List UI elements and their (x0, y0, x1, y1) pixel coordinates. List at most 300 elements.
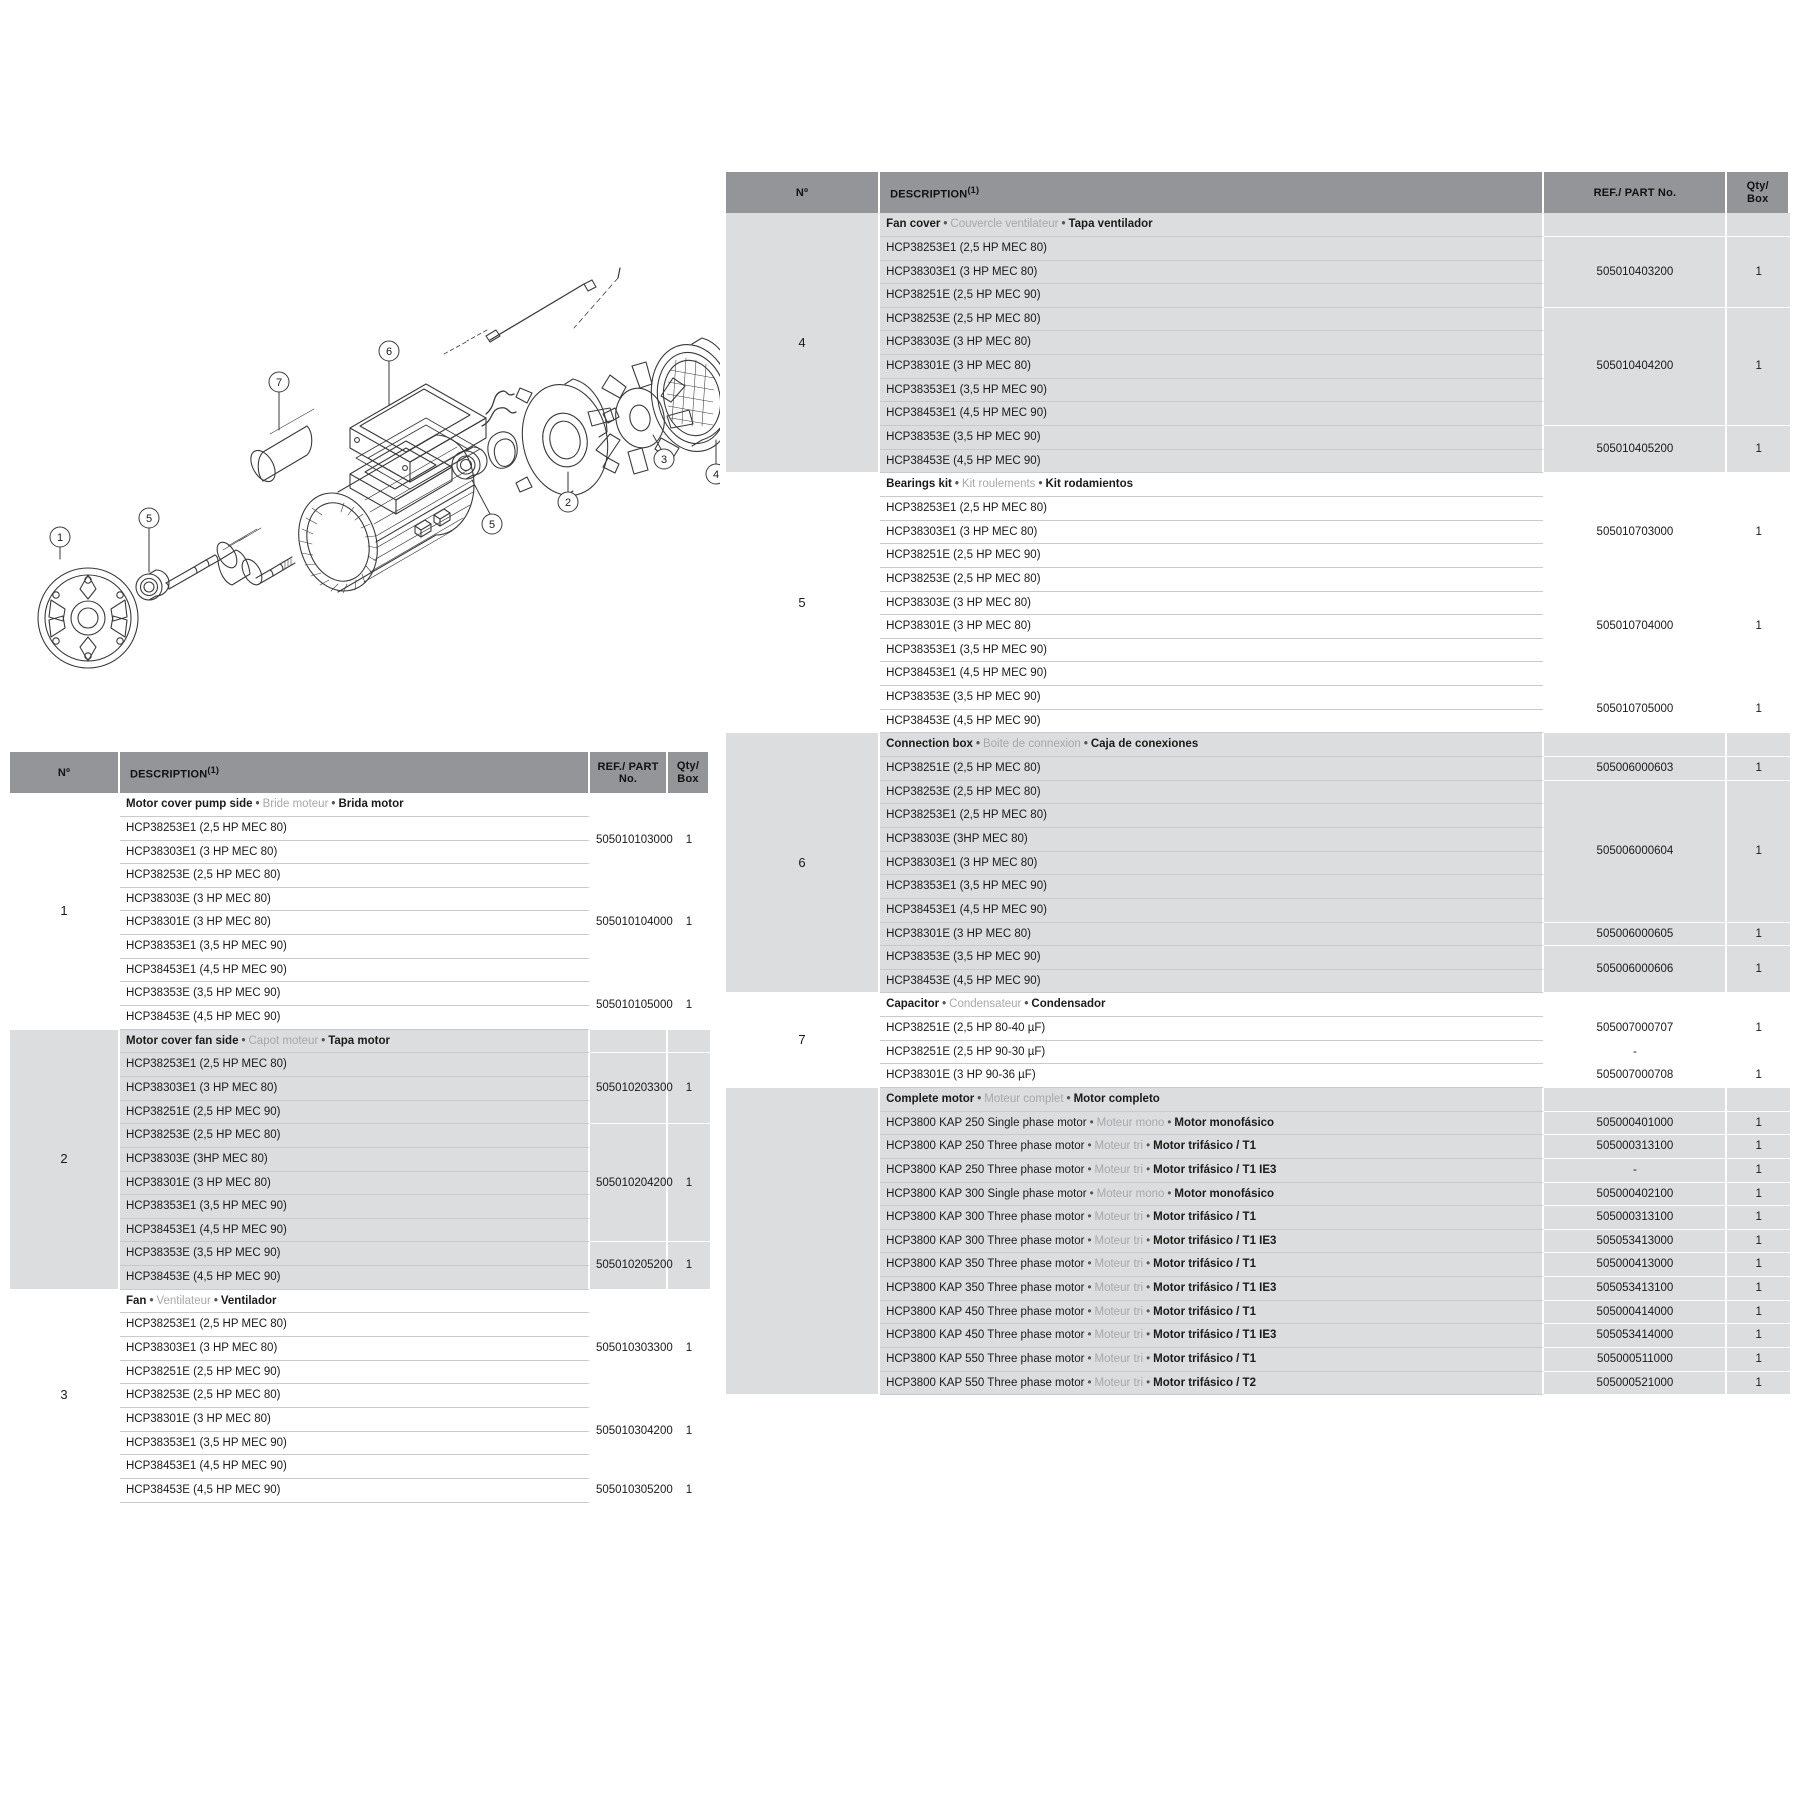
group-title-en: Fan (126, 1294, 147, 1307)
separator-dot: • (1146, 1234, 1151, 1247)
qty-box-cell: 1 (1727, 497, 1790, 568)
group-title-row (726, 473, 1790, 497)
qty-box-cell: 1 (1727, 1324, 1790, 1348)
separator-dot: • (255, 798, 260, 811)
group-number-cell (726, 1088, 880, 1395)
qty-box-cell: 1 (1727, 946, 1790, 993)
left-parts-table-wrapper (10, 752, 710, 1503)
qty-box-cell: 1 (1727, 1135, 1790, 1159)
group-title-cell (880, 213, 1544, 237)
ref-part-number-cell: 505010705000 (1544, 686, 1727, 733)
table-row (726, 497, 1790, 521)
callout-2: 2 (564, 497, 572, 509)
qty-spacer-cell (1727, 213, 1790, 237)
part-connection-box (350, 384, 516, 489)
qty-box-cell: 1 (668, 817, 710, 864)
part-description-cell: HCP38353E1 (3,5 HP MEC 90) (120, 1432, 590, 1456)
separator-dot: • (1038, 478, 1043, 491)
header-description-sup: (1) (207, 764, 220, 775)
part-description-cell (880, 1348, 1544, 1372)
separator-dot: • (321, 1034, 326, 1047)
header-qty-line2: Box (1747, 192, 1769, 205)
part-description-cell: HCP38303E (3HP MEC 80) (120, 1148, 590, 1172)
part-description-es: Motor monofásico (1174, 1187, 1275, 1200)
table-row (726, 1112, 1790, 1136)
group-title-es: Ventilador (220, 1294, 277, 1307)
ref-part-number-cell: 505010204200 (590, 1124, 668, 1242)
part-description-cell: HCP38353E (3,5 HP MEC 90) (120, 1242, 590, 1266)
qty-box-cell: 1 (1727, 757, 1790, 781)
table-row (726, 781, 1790, 805)
part-bearing-front (136, 570, 169, 600)
callout-6: 6 (385, 346, 393, 358)
part-description-cell: HCP38251E (2,5 HP MEC 90) (880, 544, 1544, 568)
part-description-en: HCP3800 KAP 350 Three phase motor (886, 1282, 1085, 1295)
part-description-cell (880, 1324, 1544, 1348)
ref-part-number-cell: 505006000604 (1544, 781, 1727, 923)
separator-dot: • (1087, 1163, 1092, 1176)
ref-spacer-cell (1544, 1088, 1727, 1112)
ref-part-number-cell: 505053413000 (1544, 1230, 1727, 1254)
part-description-fr: Moteur mono (1096, 1187, 1165, 1200)
callout-7: 7 (275, 377, 283, 389)
group-title-row (726, 1088, 1790, 1112)
group-title-es: Condensador (1031, 998, 1106, 1011)
part-description-cell (880, 1206, 1544, 1230)
part-description-cell (880, 1135, 1544, 1159)
part-description-cell: HCP38253E1 (2,5 HP MEC 80) (880, 497, 1544, 521)
separator-dot: • (1146, 1258, 1151, 1271)
part-description-cell: HCP38453E (4,5 HP MEC 90) (120, 1006, 590, 1030)
table-row (726, 1230, 1790, 1254)
qty-box-cell: 1 (1727, 1183, 1790, 1207)
group-number-cell: 6 (726, 733, 880, 993)
part-fan-cover (642, 337, 720, 459)
group-title-es: Kit rodamientos (1045, 478, 1134, 491)
part-description-cell: HCP38251E (2,5 HP 90-30 µF) (880, 1041, 1544, 1065)
part-description-cell: HCP38303E1 (3 HP MEC 80) (880, 261, 1544, 285)
group-title-cell (880, 733, 1544, 757)
part-description-cell: HCP38303E (3HP MEC 80) (880, 828, 1544, 852)
part-description-es: Motor trifásico / T1 IE3 (1153, 1163, 1277, 1176)
group-title-es: Tapa motor (328, 1034, 390, 1047)
separator-dot: • (1146, 1376, 1151, 1389)
qty-box-cell (1727, 1041, 1790, 1065)
ref-part-number-cell: 505007000707 (1544, 1017, 1727, 1041)
group-title-fr: Couvercle ventilateur (950, 218, 1059, 231)
part-description-cell: HCP38253E (2,5 HP MEC 80) (120, 1384, 590, 1408)
callout-5a: 5 (145, 513, 153, 525)
separator-dot: • (1083, 738, 1088, 751)
separator-dot: • (1066, 1092, 1071, 1105)
ref-part-number-cell: 505010103000 (590, 817, 668, 864)
qty-box-cell: 1 (1727, 1301, 1790, 1325)
ref-part-number-cell: 505000511000 (1544, 1348, 1727, 1372)
part-capacitor (246, 409, 314, 486)
left-parts-table (10, 752, 710, 1503)
separator-dot: • (1087, 1329, 1092, 1342)
part-description-cell: HCP38453E1 (4,5 HP MEC 90) (120, 959, 590, 983)
table-row (726, 1041, 1790, 1065)
part-description-fr: Moteur tri (1094, 1163, 1144, 1176)
part-description-cell: HCP38253E1 (2,5 HP MEC 80) (120, 1053, 590, 1077)
part-description-cell (880, 1372, 1544, 1396)
group-title-es: Motor completo (1073, 1092, 1160, 1105)
part-description-fr: Moteur mono (1096, 1116, 1165, 1129)
header-qty-line2: Box (677, 772, 699, 785)
part-description-cell: HCP38301E (3 HP MEC 80) (120, 1408, 590, 1432)
right-table-body (726, 213, 1790, 1395)
separator-dot: • (975, 738, 980, 751)
part-description-fr: Moteur tri (1094, 1282, 1144, 1295)
qty-spacer-cell (1727, 993, 1790, 1017)
part-description-cell: HCP38253E (2,5 HP MEC 80) (120, 864, 590, 888)
separator-dot: • (943, 218, 948, 231)
part-description-cell: HCP38453E (4,5 HP MEC 90) (120, 1266, 590, 1290)
part-description-cell: HCP38353E1 (3,5 HP MEC 90) (880, 379, 1544, 403)
group-title-en: Motor cover fan side (126, 1034, 239, 1047)
ref-part-number-cell: 505010205200 (590, 1242, 668, 1289)
table-row (726, 1372, 1790, 1396)
separator-dot: • (1146, 1140, 1151, 1153)
separator-dot: • (1087, 1258, 1092, 1271)
header-description-sup: (1) (967, 184, 980, 195)
ref-part-number-cell: 505000414000 (1544, 1301, 1727, 1325)
part-description-cell: HCP38253E1 (2,5 HP MEC 80) (880, 804, 1544, 828)
ref-part-number-cell: 505010305200 (590, 1479, 668, 1503)
separator-dot: • (149, 1294, 154, 1307)
part-description-cell: HCP38301E (3 HP MEC 80) (880, 615, 1544, 639)
part-description-cell: HCP38303E (3 HP MEC 80) (120, 888, 590, 912)
ref-spacer-cell (590, 1030, 668, 1054)
group-title-row (726, 993, 1790, 1017)
qty-box-cell: 1 (1727, 426, 1790, 473)
part-description-fr: Moteur tri (1094, 1305, 1144, 1318)
table-row (726, 923, 1790, 947)
separator-dot: • (1087, 1234, 1092, 1247)
separator-dot: • (1087, 1305, 1092, 1318)
qty-box-cell: 1 (668, 1313, 710, 1384)
part-description-es: Motor trifásico / T1 (1153, 1211, 1256, 1224)
separator-dot: • (1146, 1211, 1151, 1224)
part-description-cell: HCP38353E (3,5 HP MEC 90) (880, 946, 1544, 970)
group-title-fr: Bride moteur (262, 798, 329, 811)
separator-dot: • (1024, 998, 1029, 1011)
right-parts-table (726, 172, 1790, 1395)
qty-box-cell: 1 (1727, 686, 1790, 733)
part-description-cell (880, 1301, 1544, 1325)
part-stator-housing (286, 435, 474, 601)
part-description-cell: HCP38253E (2,5 HP MEC 80) (880, 781, 1544, 805)
group-title-en: Fan cover (886, 218, 941, 231)
qty-spacer-cell (668, 793, 710, 817)
ref-part-number-cell: 505007000708 (1544, 1064, 1727, 1088)
table-row (726, 686, 1790, 710)
part-motor-cover-fan-side (512, 376, 619, 503)
ref-part-number-cell: 505000313100 (1544, 1135, 1727, 1159)
part-description-cell: HCP38251E (2,5 HP MEC 90) (120, 1101, 590, 1125)
table-row (726, 1017, 1790, 1041)
table-row (726, 1159, 1790, 1183)
part-description-cell: HCP38251E (2,5 HP MEC 90) (120, 1361, 590, 1385)
part-description-es: Motor trifásico / T1 (1153, 1305, 1256, 1318)
ref-part-number-cell: 505006000605 (1544, 923, 1727, 947)
part-motor-cover-pump-side (38, 568, 138, 668)
header-description (120, 752, 590, 793)
ref-spacer-cell (1544, 733, 1727, 757)
part-description-cell: HCP38303E1 (3 HP MEC 80) (120, 1337, 590, 1361)
part-description-cell: HCP38353E (3,5 HP MEC 90) (880, 426, 1544, 450)
part-wave-washer (488, 432, 517, 468)
part-description-cell: HCP38301E (3 HP MEC 80) (880, 355, 1544, 379)
part-description-cell: HCP38301E (3 HP MEC 80) (120, 911, 590, 935)
ref-part-number-cell: 505010405200 (1544, 426, 1727, 473)
part-description-cell: HCP38353E (3,5 HP MEC 90) (880, 686, 1544, 710)
part-description-cell: HCP38453E (4,5 HP MEC 90) (880, 450, 1544, 474)
part-description-cell: HCP38301E (3 HP MEC 80) (120, 1172, 590, 1196)
part-description-cell: HCP38253E (2,5 HP MEC 80) (880, 308, 1544, 332)
qty-box-cell: 1 (1727, 237, 1790, 308)
ref-part-number-cell: 505010404200 (1544, 308, 1727, 426)
part-description-cell: HCP38253E1 (2,5 HP MEC 80) (120, 817, 590, 841)
qty-box-cell: 1 (1727, 1159, 1790, 1183)
separator-dot: • (1146, 1353, 1151, 1366)
ref-part-number-cell: - (1544, 1041, 1727, 1065)
part-description-fr: Moteur tri (1094, 1329, 1144, 1342)
header-qty (668, 752, 710, 793)
qty-spacer-cell (1727, 1088, 1790, 1112)
header-qty (1727, 172, 1790, 213)
table-row (726, 1064, 1790, 1088)
group-number-cell: 2 (10, 1030, 120, 1290)
part-description-en: HCP3800 KAP 300 Three phase motor (886, 1234, 1085, 1247)
part-description-cell: HCP38453E (4,5 HP MEC 90) (880, 970, 1544, 994)
part-screw-rod (444, 280, 596, 354)
table-header-row (10, 752, 710, 793)
ref-spacer-cell (1544, 993, 1727, 1017)
qty-box-cell: 1 (1727, 308, 1790, 426)
separator-dot: • (1087, 1282, 1092, 1295)
part-description-en: HCP3800 KAP 300 Single phase motor (886, 1187, 1087, 1200)
group-title-row (726, 213, 1790, 237)
group-number-cell: 7 (726, 993, 880, 1088)
ref-part-number-cell: 505010105000 (590, 982, 668, 1029)
part-description-es: Motor monofásico (1174, 1116, 1275, 1129)
ref-part-number-cell: - (1544, 1159, 1727, 1183)
group-title-cell (120, 1030, 590, 1054)
group-title-fr: Condensateur (949, 998, 1022, 1011)
separator-dot: • (977, 1092, 982, 1105)
header-no: Nº (10, 752, 120, 793)
part-description-cell: HCP38453E1 (4,5 HP MEC 90) (880, 899, 1544, 923)
group-title-cell (120, 1290, 590, 1314)
part-screw-rod-second (574, 268, 620, 328)
ref-part-number-cell: 505010303300 (590, 1313, 668, 1384)
ref-part-number-cell: 505000413000 (1544, 1253, 1727, 1277)
part-description-es: Motor trifásico / T1 IE3 (1153, 1282, 1277, 1295)
part-description-cell: HCP38303E1 (3 HP MEC 80) (880, 521, 1544, 545)
group-title-en: Complete motor (886, 1092, 975, 1105)
ref-spacer-cell (1544, 213, 1727, 237)
qty-box-cell: 1 (668, 1124, 710, 1242)
part-description-en: HCP3800 KAP 250 Three phase motor (886, 1140, 1085, 1153)
header-description (880, 172, 1544, 213)
part-description-cell (880, 1159, 1544, 1183)
group-number-cell: 3 (10, 1290, 120, 1503)
qty-box-cell: 1 (1727, 781, 1790, 923)
part-description-cell (880, 1277, 1544, 1301)
group-title-fr: Boite de connexion (982, 738, 1081, 751)
part-description-en: HCP3800 KAP 550 Three phase motor (886, 1376, 1085, 1389)
callout-1: 1 (56, 532, 64, 544)
header-ref: REF./ PART No. (590, 752, 668, 793)
separator-dot: • (1087, 1140, 1092, 1153)
exploded-motor-diagram (20, 250, 720, 710)
qty-box-cell: 1 (1727, 1372, 1790, 1396)
table-row (726, 237, 1790, 261)
table-row (726, 1348, 1790, 1372)
part-description-cell: HCP38253E (2,5 HP MEC 80) (120, 1124, 590, 1148)
part-description-fr: Moteur tri (1094, 1211, 1144, 1224)
part-description-cell: HCP38453E1 (4,5 HP MEC 90) (880, 402, 1544, 426)
ref-part-number-cell: 505010203300 (590, 1053, 668, 1124)
part-description-en: HCP3800 KAP 250 Single phase motor (886, 1116, 1087, 1129)
part-description-cell: HCP38303E (3 HP MEC 80) (880, 331, 1544, 355)
part-description-cell: HCP38303E (3 HP MEC 80) (880, 592, 1544, 616)
qty-box-cell: 1 (1727, 1348, 1790, 1372)
part-description-fr: Moteur tri (1094, 1353, 1144, 1366)
separator-dot: • (1146, 1163, 1151, 1176)
part-description-cell: HCP38353E1 (3,5 HP MEC 90) (120, 935, 590, 959)
ref-part-number-cell: 505010704000 (1544, 568, 1727, 686)
qty-box-cell: 1 (668, 1242, 710, 1289)
separator-dot: • (213, 1294, 218, 1307)
ref-spacer-cell (590, 1290, 668, 1314)
table-row (726, 1324, 1790, 1348)
callout-3: 3 (660, 454, 668, 466)
part-description-fr: Moteur tri (1094, 1376, 1144, 1389)
qty-box-cell: 1 (668, 1053, 710, 1124)
group-title-fr: Capot moteur (248, 1034, 319, 1047)
part-description-cell: HCP38353E1 (3,5 HP MEC 90) (120, 1195, 590, 1219)
group-title-fr: Moteur complet (984, 1092, 1064, 1105)
part-description-es: Motor trifásico / T2 (1153, 1376, 1256, 1389)
group-number-cell: 5 (726, 473, 880, 733)
group-number-cell: 4 (726, 213, 880, 473)
qty-box-cell: 1 (1727, 1017, 1790, 1041)
separator-dot: • (1089, 1116, 1094, 1129)
group-title-cell (880, 1088, 1544, 1112)
table-row (726, 1301, 1790, 1325)
qty-box-cell: 1 (668, 864, 710, 982)
separator-dot: • (1087, 1376, 1092, 1389)
table-row (726, 426, 1790, 450)
callout-5b: 5 (488, 519, 496, 531)
part-description-cell: HCP38251E (2,5 HP MEC 80) (880, 757, 1544, 781)
part-description-cell: HCP38303E1 (3 HP MEC 80) (880, 852, 1544, 876)
separator-dot: • (331, 798, 336, 811)
separator-dot: • (1061, 218, 1066, 231)
group-title-fr: Kit roulements (961, 478, 1036, 491)
part-description-en: HCP3800 KAP 450 Three phase motor (886, 1305, 1085, 1318)
table-row (726, 1253, 1790, 1277)
header-ref: REF./ PART No. (1544, 172, 1727, 213)
part-description-fr: Moteur tri (1094, 1234, 1144, 1247)
qty-box-cell: 1 (1727, 1277, 1790, 1301)
ref-spacer-cell (590, 793, 668, 817)
group-title-fr: Ventilateur (156, 1294, 211, 1307)
group-title-en: Motor cover pump side (126, 798, 253, 811)
part-description-cell: HCP38303E1 (3 HP MEC 80) (120, 1077, 590, 1101)
part-description-cell: HCP38353E1 (3,5 HP MEC 90) (880, 875, 1544, 899)
ref-part-number-cell: 505010703000 (1544, 497, 1727, 568)
right-parts-table-wrapper (726, 172, 1790, 1395)
table-row (726, 1135, 1790, 1159)
ref-part-number-cell: 505053413100 (1544, 1277, 1727, 1301)
ref-part-number-cell: 505000521000 (1544, 1372, 1727, 1396)
ref-part-number-cell: 505000313100 (1544, 1206, 1727, 1230)
part-description-cell (880, 1183, 1544, 1207)
table-row (726, 1206, 1790, 1230)
part-description-fr: Moteur tri (1094, 1258, 1144, 1271)
group-title-row (10, 1030, 710, 1054)
separator-dot: • (954, 478, 959, 491)
group-title-en: Capacitor (886, 998, 940, 1011)
ref-part-number-cell: 505010403200 (1544, 237, 1727, 308)
part-description-cell: HCP38453E1 (4,5 HP MEC 90) (880, 662, 1544, 686)
separator-dot: • (1146, 1305, 1151, 1318)
part-description-cell: HCP38301E (3 HP MEC 80) (880, 923, 1544, 947)
part-description-cell: HCP38301E (3 HP 90-36 µF) (880, 1064, 1544, 1088)
ref-part-number-cell: 505000402100 (1544, 1183, 1727, 1207)
part-description-cell (880, 1253, 1544, 1277)
table-row (726, 757, 1790, 781)
part-fan (588, 362, 693, 474)
part-description-cell: HCP38453E (4,5 HP MEC 90) (880, 710, 1544, 734)
group-number-cell: 1 (10, 793, 120, 1029)
qty-box-cell: 1 (1727, 1064, 1790, 1088)
part-description-cell (880, 1112, 1544, 1136)
group-title-en: Bearings kit (886, 478, 952, 491)
qty-box-cell: 1 (1727, 1206, 1790, 1230)
part-description-cell: HCP38253E1 (2,5 HP MEC 80) (880, 237, 1544, 261)
ref-part-number-cell: 505000401000 (1544, 1112, 1727, 1136)
qty-box-cell: 1 (1727, 1230, 1790, 1254)
part-description-cell: HCP38253E1 (2,5 HP MEC 80) (120, 1313, 590, 1337)
part-description-cell: HCP38253E (2,5 HP MEC 80) (880, 568, 1544, 592)
ref-part-number-cell: 505010304200 (590, 1384, 668, 1479)
group-title-es: Brida motor (338, 798, 404, 811)
group-title-es: Tapa ventilador (1068, 218, 1153, 231)
table-row (726, 308, 1790, 332)
table-header-row (726, 172, 1790, 213)
separator-dot: • (241, 1034, 246, 1047)
part-description-es: Motor trifásico / T1 (1153, 1140, 1256, 1153)
part-description-es: Motor trifásico / T1 IE3 (1153, 1329, 1277, 1342)
group-title-cell (880, 993, 1544, 1017)
group-title-row (726, 733, 1790, 757)
table-row (726, 1183, 1790, 1207)
qty-spacer-cell (668, 1290, 710, 1314)
qty-box-cell: 1 (1727, 1253, 1790, 1277)
group-title-cell (880, 473, 1544, 497)
left-table-body (10, 793, 710, 1502)
part-description-en: HCP3800 KAP 250 Three phase motor (886, 1163, 1085, 1176)
qty-box-cell: 1 (668, 1384, 710, 1479)
part-description-cell: HCP38353E (3,5 HP MEC 90) (120, 982, 590, 1006)
part-rotor-shaft (166, 528, 295, 589)
part-description-en: HCP3800 KAP 350 Three phase motor (886, 1258, 1085, 1271)
